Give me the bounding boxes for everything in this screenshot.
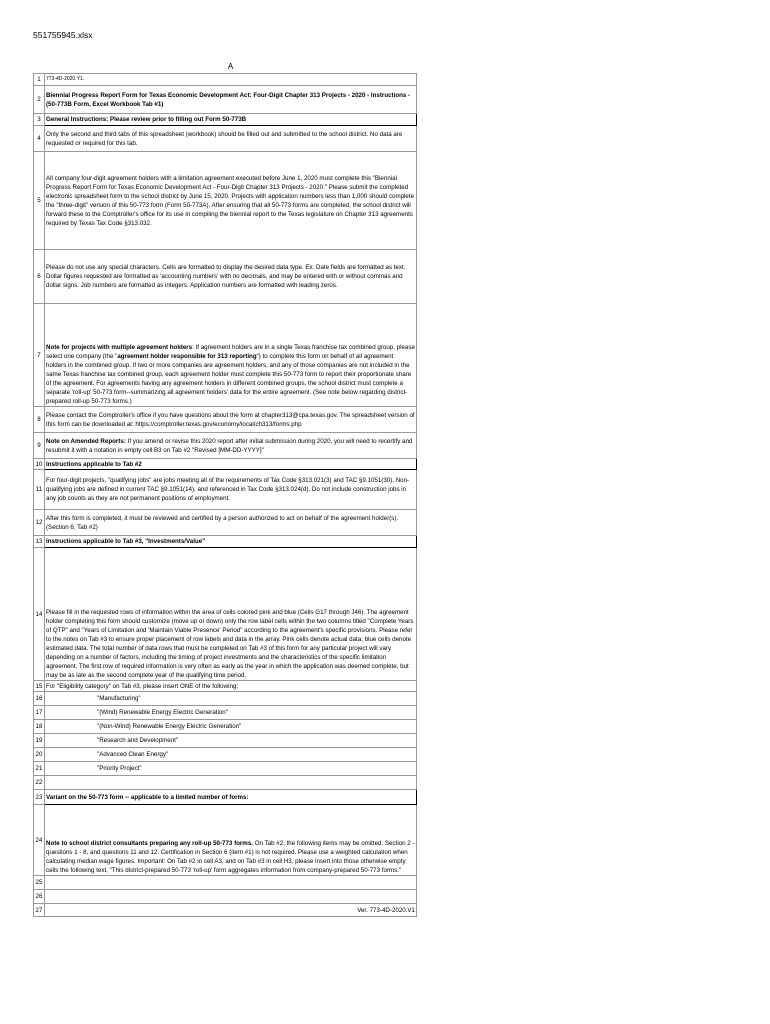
row-number[interactable]: 9 (34, 433, 45, 459)
table-row (34, 407, 417, 433)
cell-a16[interactable]: "Manufacturing" (45, 692, 417, 706)
cell-a11[interactable]: For four-digit projects, "qualifying jobs" are jobs meeting all of the requirements of Tax Code §313.021(3) and TAC §9.1051(30). Non-qualifying jobs are defined in current TAC §9.1051(14), and referenced in Tax Code §313.024(d). Do not include construction jobs in any job counts as they are not permanent positions of employment. (45, 470, 417, 510)
cell-a7[interactable] (45, 304, 417, 407)
cell-a27-version[interactable]: Ver. 773-4D-2020.V1 (45, 904, 417, 917)
note-multiple-holders-label: Note for projects with multiple agreement holders (46, 344, 193, 351)
table-row (34, 510, 417, 536)
table-row (34, 459, 417, 470)
table-row (34, 790, 417, 805)
cell-a15[interactable]: For "Eligibility category" on Tab #3, please insert ONE of the following: (45, 681, 417, 692)
cell-a21[interactable]: "Priority Project" (45, 762, 417, 776)
note-multiple-holders-text: : If agreement holders are in a single Texas franchise tax combined group, please select one company (the " (46, 344, 415, 360)
cell-a22[interactable] (45, 776, 417, 790)
cell-a26[interactable] (45, 890, 417, 904)
table-row (34, 548, 417, 681)
table-row (34, 762, 417, 776)
row-number[interactable]: 23 (34, 790, 45, 805)
row-number[interactable]: 26 (34, 890, 45, 904)
row-number[interactable]: 7 (34, 304, 45, 407)
table-row (34, 74, 417, 86)
row-number[interactable]: 22 (34, 776, 45, 790)
cell-a25[interactable] (45, 876, 417, 890)
table-row (34, 470, 417, 510)
cell-a23-variant-heading[interactable]: Variant on the 50-773 form -- applicable to a limited number of forms: (45, 790, 417, 805)
cell-a1[interactable]: 773-4D-2020.Y1. (45, 74, 417, 86)
row-number[interactable]: 14 (34, 548, 45, 681)
table-row (34, 250, 417, 304)
table-row (34, 776, 417, 790)
table-row (34, 86, 417, 114)
cell-a5[interactable]: All company four-digit agreement holders with a limitation agreement executed before June 1, 2020 must complete this "Biennial Progress Report Form for Texas Economic Development Act - Four-Digit Chapter 313 Projects - 2020." Please submit the completed electronic spreadsheet form to the school district by June 15, 2020. Projects with application numbers less than 1,000 should complete the "three-digit" version of this 50-773 form (Form 50-773A). After ensuring that all 50-773 forms are completed, the school district will forward these to the Comptroller's office for its use in compiling the biennial report to the Texas legislature on Chapter 313 agreements required by Texas Tax Code §313.032. (45, 152, 417, 250)
row-number[interactable]: 3 (34, 114, 45, 126)
row-number[interactable]: 21 (34, 762, 45, 776)
row-number[interactable]: 1 (34, 74, 45, 86)
file-name: 551755945.xlsx (33, 30, 93, 40)
cell-a10-tab2-heading[interactable]: Instructions applicable to Tab #2 (45, 459, 417, 470)
table-row (34, 433, 417, 459)
column-header-a[interactable]: A (227, 62, 234, 71)
cell-a17[interactable]: "(Wind) Renewable Energy Electric Generation" (45, 706, 417, 720)
table-row (34, 876, 417, 890)
note-multiple-holders-text-2: ") to complete this form on behalf of all agreement holders in the combined group. If two or more companies are agreement holders, and any of those companies are not included in the same Texas franchise tax combined group, each agreement holder must complete this 50-773 form to report their proportionate share of the agreement. For agreements having any agreement holders in different combined groups, the school district must complete a separate 'roll-up' 50-773 form--summarizing all agreement holders' data for the entire agreement. (See note below regarding district-prepared roll-up 50-773 forms.) (46, 353, 412, 405)
cell-a19[interactable]: "Research and Development" (45, 734, 417, 748)
table-row (34, 706, 417, 720)
table-row (34, 114, 417, 126)
row-number[interactable]: 27 (34, 904, 45, 917)
table-row (34, 748, 417, 762)
row-number[interactable]: 17 (34, 706, 45, 720)
roll-up-note-text: On Tab #2, the following items may be omitted: Section 2 - questions 1 - 8, and questions 11 and 12. Certification in Section 6 (item #1) is not required. Please use a weighted calculation when calculating median wage figures. Important: On Tab #2 in cell A3, and on Tab #3 in cell H3, please insert into those otherwise empty cells the following text, "This district-prepared 50-773 'roll-up' form aggregates information from company-prepared 50-773 forms." (46, 840, 415, 874)
spreadsheet-grid (33, 73, 417, 917)
cell-a14[interactable]: Please fill in the requested rows of information within the area of cells colored pink and blue (Cells G17 through J46). The agreement holder completing this form should customize (move up or down) only the row label cells within the two columns titled "Complete Years of QTP" and "Years of Limitation and 'Maintain Viable Presence' Period" according to the agreement's specific provisions. Please refer to the notes on Tab #3 to ensure proper placement of row labels and data in the array. Pink cells denote actual data; blue cells denote estimated data. The total number of data rows that must be completed on Tab #3 of this form for any particular project will vary depending on a number of factors, including the timing of project investments and the characteristics of the specific limitation agreement. The first row of required information is very often as early as the year in which the application was deemed complete, but may be as late as the second complete year of the qualifying time period. (45, 548, 417, 681)
cell-a24[interactable] (45, 805, 417, 876)
table-row (34, 720, 417, 734)
row-number[interactable]: 5 (34, 152, 45, 250)
cell-a18[interactable]: "(Non-Wind) Renewable Energy Electric Generation" (45, 720, 417, 734)
row-number[interactable]: 24 (34, 805, 45, 876)
row-number[interactable]: 20 (34, 748, 45, 762)
table-row (34, 805, 417, 876)
responsible-holder-label: agreement holder responsible for 313 reporting (117, 353, 257, 360)
cell-a4[interactable]: Only the second and third tabs of this spreadsheet (workbook) should be filled out and submitted to the school district. No data are requested or required for this tab. (45, 126, 417, 152)
table-row (34, 904, 417, 917)
row-number[interactable]: 4 (34, 126, 45, 152)
table-row (34, 126, 417, 152)
row-number[interactable]: 13 (34, 536, 45, 548)
row-number[interactable]: 15 (34, 681, 45, 692)
cell-a9[interactable] (45, 433, 417, 459)
cell-a13-tab3-heading[interactable]: Instructions applicable to Tab #3, "Investments/Value" (45, 536, 417, 548)
table-row (34, 536, 417, 548)
row-number[interactable]: 19 (34, 734, 45, 748)
amended-reports-text: If you amend or revise this 2020 report after initial submission during 2020, you will need to recertify and resubmit it with a notation in empty cell B3 on Tab #2 "Revised [MM-DD-YYYY]" (46, 437, 413, 454)
row-number[interactable]: 8 (34, 407, 45, 433)
table-row (34, 152, 417, 250)
table-row (34, 304, 417, 407)
cell-a20[interactable]: "Advanced Clean Energy" (45, 748, 417, 762)
cell-a6[interactable]: Please do not use any special characters. Cells are formatted to display the desired data type. Ex: Date fields are formatted as text. Dollar figures requested are formatted as 'accounting numbers' with no decimals, and may be entered with or without commas and dollar signs. Job numbers are formatted as integers. Application numbers are formatted with leading zeros. (45, 250, 417, 304)
cell-a2-title[interactable]: Biennial Progress Report Form for Texas Economic Development Act: Four-Digit Chapter 313 Projects - 2020 - Instructions - (50-773B Form, Excel Workbook Tab #1) (45, 86, 417, 114)
row-number[interactable]: 16 (34, 692, 45, 706)
cell-a8[interactable]: Please contact the Comptroller's office if you have questions about the form at chapter313@cpa.texas.gov. The spreadsheet version of this form can be downloaded at: https://comptroller.texas.gov/economy/local/ch313/forms.php (45, 407, 417, 433)
table-row (34, 681, 417, 692)
row-number[interactable]: 18 (34, 720, 45, 734)
row-number[interactable]: 2 (34, 86, 45, 114)
table-row (34, 890, 417, 904)
row-number[interactable]: 11 (34, 470, 45, 510)
roll-up-note-label: Note to school district consultants preparing any roll-up 50-773 forms. (46, 840, 253, 847)
amended-reports-label: Note on Amended Reports: (46, 437, 126, 445)
table-row (34, 734, 417, 748)
row-number[interactable]: 12 (34, 510, 45, 536)
row-number[interactable]: 6 (34, 250, 45, 304)
table-row (34, 692, 417, 706)
cell-a3-general-instructions[interactable]: General Instructions: Please review prior to filling out Form 50-773B (45, 114, 417, 126)
cell-a12[interactable]: After this form is completed, it must be reviewed and certified by a person authorized to act on behalf of the agreement holder(s). (Section 6, Tab #2) (45, 510, 417, 536)
row-number[interactable]: 10 (34, 459, 45, 470)
row-number[interactable]: 25 (34, 876, 45, 890)
